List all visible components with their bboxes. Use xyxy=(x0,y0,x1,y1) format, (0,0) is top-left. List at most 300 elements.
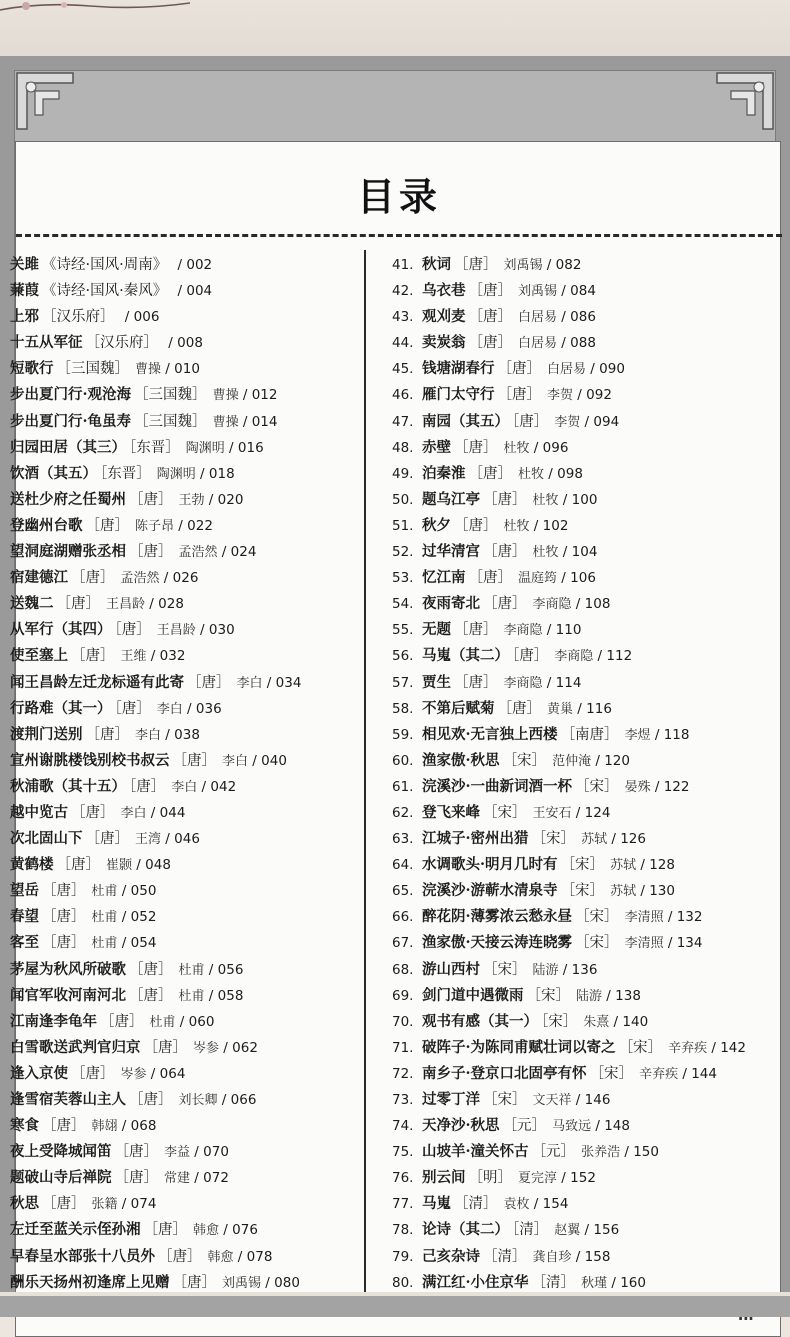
entry-page: 044 xyxy=(159,804,186,821)
toc-page xyxy=(10,141,781,1337)
entry-title: 闻王昌龄左迁龙标遥有此寄 xyxy=(10,673,184,691)
entry-number: 80. xyxy=(392,1274,414,1291)
toc-entry[interactable] xyxy=(10,513,360,539)
toc-entry[interactable] xyxy=(10,330,360,356)
toc-entry[interactable] xyxy=(392,1217,790,1243)
toc-entry[interactable] xyxy=(392,670,790,696)
entry-page-separator: / xyxy=(117,1196,131,1213)
entry-title: 渡荆门送别 xyxy=(10,725,83,743)
entry-author: 夏完淳 xyxy=(518,1171,558,1187)
entry-page: 036 xyxy=(195,700,222,717)
entry-page-separator: / xyxy=(580,413,594,430)
entry-dynasty: ［宋］ xyxy=(575,778,619,795)
entry-author: 孟浩然 xyxy=(120,571,160,587)
entry-number: 78. xyxy=(392,1222,414,1239)
entry-page: 008 xyxy=(177,335,203,352)
entry-title: 游山西村 xyxy=(422,960,480,978)
entry-number: 65. xyxy=(392,883,414,900)
entry-page: 130 xyxy=(649,883,675,900)
entry-page: 116 xyxy=(586,700,612,717)
entry-dynasty: ［唐］ xyxy=(158,1248,202,1265)
entry-dynasty: ［南唐］ xyxy=(560,726,619,743)
entry-author: 张籍 xyxy=(91,1197,118,1213)
toc-entry[interactable] xyxy=(392,1087,790,1113)
entry-author: 韩愈 xyxy=(207,1249,234,1265)
toc-entry[interactable] xyxy=(392,643,790,669)
toc-entry[interactable] xyxy=(392,617,790,643)
ornament-corner-icon xyxy=(697,69,777,149)
entry-dynasty: ［清］ xyxy=(483,1248,527,1265)
entry-title: 天净沙·秋思 xyxy=(422,1117,500,1135)
entry-title: 早春呈水部张十八员外 xyxy=(10,1247,155,1265)
entry-dynasty: ［宋］ xyxy=(618,1039,663,1056)
toc-entry[interactable] xyxy=(10,252,360,278)
entry-dynasty: ［唐］ xyxy=(454,674,498,691)
toc-right-column xyxy=(392,252,790,1296)
entry-page: 020 xyxy=(217,491,244,508)
toc-entry[interactable] xyxy=(392,539,790,565)
entry-page-separator: / xyxy=(238,387,252,404)
entry-title: 钱塘湖春行 xyxy=(422,360,495,378)
entry-dynasty: ［汉乐府］ xyxy=(85,335,158,352)
entry-number: 53. xyxy=(392,570,414,587)
entry-page-separator: / xyxy=(238,413,252,430)
toc-entry[interactable] xyxy=(392,330,790,356)
entry-title: 步出夏门行·观沧海 xyxy=(10,386,132,404)
entry-page-separator: / xyxy=(571,804,585,821)
entry-dynasty: ［东晋］ xyxy=(100,465,151,482)
entry-dynasty: ［三国魏］ xyxy=(134,387,207,404)
entry-title: 观刈麦 xyxy=(422,308,466,326)
entry-dynasty: ［唐］ xyxy=(85,831,129,848)
toc-entry[interactable] xyxy=(392,356,790,382)
toc-entry[interactable] xyxy=(392,1165,790,1191)
toc-entry[interactable] xyxy=(392,722,790,748)
toc-entry[interactable] xyxy=(10,591,360,617)
entry-number: 45. xyxy=(392,361,414,378)
entry-author: 韩翃 xyxy=(91,1119,118,1135)
entry-page-separator: / xyxy=(558,544,572,561)
toc-entry[interactable] xyxy=(392,304,790,330)
entry-dynasty: ［唐］ xyxy=(42,1118,86,1135)
entry-title: 登幽州台歌 xyxy=(10,516,83,534)
entry-page-separator: / xyxy=(161,726,175,743)
entry-number: 48. xyxy=(392,439,414,456)
entry-page: 156 xyxy=(593,1222,620,1239)
toc-entry[interactable] xyxy=(10,356,360,382)
entry-page: 094 xyxy=(593,413,620,430)
entry-dynasty: ［唐］ xyxy=(483,596,527,613)
entry-number: 54. xyxy=(392,596,414,613)
toc-entry[interactable] xyxy=(10,382,360,408)
entry-number: 63. xyxy=(392,831,414,848)
entry-title: 观书有感（其一） xyxy=(422,1012,538,1030)
entry-title: 步出夏门行·龟虽寿 xyxy=(10,412,132,430)
entry-author: 杜牧 xyxy=(503,518,530,534)
entry-dynasty: ［宋］ xyxy=(575,909,619,926)
entry-author: 白居易 xyxy=(547,362,587,378)
toc-entry[interactable] xyxy=(10,461,360,487)
entry-page-separator: / xyxy=(120,309,134,326)
entry-number: 47. xyxy=(392,413,414,430)
entry-page-separator: / xyxy=(146,1065,160,1082)
entry-page: 084 xyxy=(570,283,596,300)
entry-dynasty: ［唐］ xyxy=(56,596,100,613)
entry-dynasty: ［唐］ xyxy=(172,752,216,769)
toc-entry[interactable] xyxy=(10,304,360,330)
entry-page: 002 xyxy=(186,257,213,273)
entry-author: 陶渊明 xyxy=(185,440,225,456)
entry-page-separator: / xyxy=(591,1118,605,1135)
toc-entry[interactable] xyxy=(392,904,790,930)
toc-entry[interactable] xyxy=(10,800,360,826)
toc-entry[interactable] xyxy=(10,904,360,930)
entry-number: 50. xyxy=(392,491,414,508)
entry-dynasty: ［唐］ xyxy=(56,857,100,874)
toc-entry[interactable] xyxy=(10,617,360,643)
toc-entry[interactable] xyxy=(392,382,790,408)
toc-entry[interactable] xyxy=(10,1113,360,1139)
toc-entry[interactable] xyxy=(392,1009,790,1035)
entry-title: 南园（其五） xyxy=(422,412,509,430)
entry-dynasty: ［唐］ xyxy=(42,935,86,952)
entry-page: 086 xyxy=(570,309,596,326)
entry-dynasty: ［宋］ xyxy=(575,935,619,952)
entry-title: 闻官军收河南河北 xyxy=(10,986,126,1004)
entry-page: 062 xyxy=(232,1039,258,1056)
entry-dynasty: ［唐］ xyxy=(483,491,527,508)
entry-title: 上邪 xyxy=(10,308,39,326)
entry-author: 王昌龄 xyxy=(106,597,146,613)
entry-author: 王勃 xyxy=(178,492,205,508)
entry-dynasty: ［唐］ xyxy=(129,544,173,561)
entry-page: 058 xyxy=(217,987,244,1004)
toc-left-column xyxy=(10,252,360,1296)
entry-page-separator: / xyxy=(164,335,178,352)
entry-page-separator: / xyxy=(219,1222,233,1239)
entry-page-separator: / xyxy=(557,570,571,587)
entry-dynasty: ［宋］ xyxy=(483,804,527,821)
toc-entry[interactable] xyxy=(10,1061,360,1087)
toc-entry[interactable] xyxy=(10,1009,360,1035)
entry-dynasty: ［唐］ xyxy=(454,517,498,534)
entry-author: 王维 xyxy=(120,649,147,665)
entry-page: 074 xyxy=(130,1196,157,1213)
entry-page-separator: / xyxy=(571,596,585,613)
entry-author: 杜甫 xyxy=(149,1014,176,1030)
entry-title: 秋夕 xyxy=(422,516,451,534)
toc-entry[interactable] xyxy=(10,435,360,461)
entry-page: 046 xyxy=(174,831,200,848)
entry-title: 逢入京使 xyxy=(10,1064,68,1082)
entry-page: 078 xyxy=(246,1248,273,1265)
entry-dynasty: ［宋］ xyxy=(502,752,547,769)
toc-entry[interactable] xyxy=(392,278,790,304)
entry-title: 水调歌头·明月几时有 xyxy=(422,856,558,874)
toc-entry[interactable] xyxy=(392,957,790,983)
entry-author: 袁枚 xyxy=(503,1197,530,1213)
entry-title: 忆江南 xyxy=(422,569,466,587)
entry-number: 72. xyxy=(392,1065,414,1082)
entry-author: 陈子昂 xyxy=(135,518,175,534)
entry-page: 030 xyxy=(208,622,235,639)
entry-title: 相见欢·无言独上西楼 xyxy=(422,725,558,743)
toc-entry[interactable] xyxy=(10,957,360,983)
entry-author: 文天祥 xyxy=(532,1093,572,1108)
entry-title: 过华清宫 xyxy=(422,543,480,561)
entry-title: 蒹葭 xyxy=(10,282,39,300)
toc-entry[interactable] xyxy=(392,409,790,435)
toc-entry[interactable] xyxy=(10,487,360,513)
entry-page-separator: / xyxy=(146,648,160,665)
entry-author: 刘禹锡 xyxy=(503,258,543,273)
entry-page: 122 xyxy=(663,778,690,795)
toc-entry[interactable] xyxy=(392,1191,790,1217)
frame-border xyxy=(10,70,776,1291)
entry-title: 江城子·密州出猎 xyxy=(422,830,529,848)
toc-entry[interactable] xyxy=(392,983,790,1009)
entry-dynasty: ［唐］ xyxy=(42,909,86,926)
toc-entry[interactable] xyxy=(10,1035,360,1061)
entry-dynasty: ［唐］ xyxy=(129,491,173,508)
entry-page-separator: / xyxy=(173,257,187,273)
entry-author: 晏殊 xyxy=(624,779,651,795)
toc-entry[interactable] xyxy=(392,487,790,513)
entry-dynasty: ［唐］ xyxy=(468,309,512,326)
entry-author: 杜甫 xyxy=(91,884,118,900)
entry-author: 李白 xyxy=(120,805,147,821)
toc-entry[interactable] xyxy=(392,435,790,461)
entry-page-separator: / xyxy=(132,857,146,874)
entry-page-separator: / xyxy=(117,935,131,952)
entry-dynasty: ［清］ xyxy=(454,1196,498,1213)
entry-author: 李商隐 xyxy=(554,649,594,665)
toc-entry[interactable] xyxy=(392,878,790,904)
entry-dynasty: ［唐］ xyxy=(454,622,498,639)
entry-title: 酬乐天扬州初逢席上见赠 xyxy=(10,1273,170,1291)
entry-page: 124 xyxy=(584,804,611,821)
entry-dynasty: ［唐］ xyxy=(468,283,512,300)
toc-entry[interactable] xyxy=(392,565,790,591)
entry-title: 从军行（其四） xyxy=(10,621,112,639)
entry-title: 登飞来峰 xyxy=(422,803,480,821)
toc-entry[interactable] xyxy=(10,878,360,904)
entry-page-separator: / xyxy=(609,1013,623,1030)
entry-title: 望岳 xyxy=(10,882,39,900)
entry-page-separator: / xyxy=(117,883,131,900)
entry-author: 白居易 xyxy=(518,336,558,352)
toc-entry[interactable] xyxy=(392,930,790,956)
entry-page: 120 xyxy=(604,752,630,769)
entry-title: 使至塞上 xyxy=(10,647,68,665)
entry-page: 064 xyxy=(159,1065,186,1082)
toc-entry[interactable] xyxy=(392,1061,790,1087)
entry-page: 108 xyxy=(584,596,611,613)
entry-title: 左迁至蓝关示侄孙湘 xyxy=(10,1221,141,1239)
entry-author: 刘禹锡 xyxy=(518,284,558,300)
entry-author: 朱熹 xyxy=(583,1014,610,1030)
entry-page: 014 xyxy=(251,413,278,430)
entry-page: 072 xyxy=(203,1170,229,1187)
entry-page-separator: / xyxy=(190,1170,204,1187)
entry-number: 67. xyxy=(392,935,414,952)
entry-author: 龚自珍 xyxy=(532,1249,572,1265)
entry-dynasty: ［唐］ xyxy=(129,778,166,795)
entry-page-separator: / xyxy=(586,361,600,378)
toc-entry[interactable] xyxy=(392,696,790,722)
entry-dynasty: ［唐］ xyxy=(172,1274,216,1291)
entry-title: 雁门太守行 xyxy=(422,386,495,404)
toc-entry[interactable] xyxy=(10,1087,360,1113)
entry-page-separator: / xyxy=(591,752,605,769)
entry-page-separator: / xyxy=(117,909,131,926)
entry-number: 55. xyxy=(392,622,414,639)
entry-page: 152 xyxy=(570,1170,596,1187)
entry-page-separator: / xyxy=(602,987,616,1004)
entry-dynasty: ［唐］ xyxy=(468,570,512,587)
entry-title: 春望 xyxy=(10,908,39,926)
entry-page-separator: / xyxy=(529,439,543,456)
entry-dynasty: ［唐］ xyxy=(114,622,151,639)
entry-page-separator: / xyxy=(182,700,196,717)
entry-page: 042 xyxy=(210,778,237,795)
entry-page: 024 xyxy=(230,544,257,561)
entry-title: 送杜少府之任蜀州 xyxy=(10,490,126,508)
entry-page-separator: / xyxy=(159,570,173,587)
entry-author: 岑参 xyxy=(120,1066,147,1082)
toc-entry[interactable] xyxy=(10,1191,360,1217)
entry-page-separator: / xyxy=(217,1092,231,1108)
entry-title: 秋浦歌（其十五） xyxy=(10,777,126,795)
entry-title: 无题 xyxy=(422,621,451,639)
toc-entry[interactable] xyxy=(392,513,790,539)
entry-page: 028 xyxy=(158,596,184,613)
entry-title: 越中览古 xyxy=(10,803,68,821)
entry-dynasty: ［元］ xyxy=(531,1144,576,1161)
entry-page: 160 xyxy=(620,1274,646,1291)
entry-dynasty: 《诗经·国风·周南》 xyxy=(42,257,168,273)
toc-entry[interactable] xyxy=(10,722,360,748)
toc-entry[interactable] xyxy=(10,696,360,722)
entry-author: 辛弃疾 xyxy=(668,1040,708,1056)
entry-author: 岑参 xyxy=(193,1040,220,1056)
entry-title: 望洞庭湖赠张丞相 xyxy=(10,543,126,561)
entry-page: 012 xyxy=(251,387,278,404)
toc-entry[interactable] xyxy=(10,1165,360,1191)
entry-page-separator: / xyxy=(529,1196,543,1213)
entry-title: 送魏二 xyxy=(10,595,54,613)
entry-page-separator: / xyxy=(663,909,677,926)
entry-title: 渔家傲·秋思 xyxy=(422,751,500,769)
toc-entry[interactable] xyxy=(10,670,360,696)
entry-number: 59. xyxy=(392,726,414,743)
entry-author: 李商隐 xyxy=(532,597,572,613)
entry-page: 098 xyxy=(557,465,583,482)
toc-entry[interactable] xyxy=(10,1217,360,1243)
entry-number: 51. xyxy=(392,517,414,534)
entry-dynasty: ［东晋］ xyxy=(129,439,180,456)
entry-author: 曹操 xyxy=(212,388,239,404)
entry-page-separator: / xyxy=(542,674,556,691)
entry-author: 苏轼 xyxy=(610,884,637,900)
entry-author: 陶渊明 xyxy=(156,466,196,482)
entry-author: 常建 xyxy=(164,1171,191,1187)
toc-entry[interactable] xyxy=(392,1113,790,1139)
toc-entry[interactable] xyxy=(10,930,360,956)
toc-entry[interactable] xyxy=(10,1139,360,1165)
entry-title: 归园田居（其三） xyxy=(10,438,126,456)
entry-page: 060 xyxy=(188,1013,215,1030)
entry-page: 032 xyxy=(159,648,186,665)
toc-entry[interactable] xyxy=(10,774,360,800)
toc-entry[interactable] xyxy=(10,278,360,304)
entry-number: 60. xyxy=(392,752,414,769)
toc-entry[interactable] xyxy=(392,774,790,800)
entry-page: 146 xyxy=(584,1092,611,1108)
toc-entry[interactable] xyxy=(392,852,790,878)
toc-entry[interactable] xyxy=(392,748,790,774)
toc-entry[interactable] xyxy=(392,591,790,617)
toc-entry[interactable] xyxy=(10,748,360,774)
toc-entry[interactable] xyxy=(392,252,790,278)
toc-entry[interactable] xyxy=(10,983,360,1009)
toc-entry[interactable] xyxy=(10,643,360,669)
entry-number: 75. xyxy=(392,1144,414,1161)
entry-number: 74. xyxy=(392,1118,414,1135)
entry-dynasty: ［唐］ xyxy=(100,1013,144,1030)
entry-dynasty: ［唐］ xyxy=(85,517,129,534)
toc-entry[interactable] xyxy=(392,1035,790,1061)
toc-entry[interactable] xyxy=(10,826,360,852)
entry-author: 辛弃疾 xyxy=(639,1066,679,1082)
entry-page: 092 xyxy=(586,387,612,404)
entry-dynasty: ［唐］ xyxy=(454,439,498,456)
entry-author: 赵翼 xyxy=(554,1223,581,1239)
entry-page-separator: / xyxy=(261,1274,275,1291)
entry-dynasty: ［宋］ xyxy=(531,831,576,848)
toc-entry[interactable] xyxy=(10,565,360,591)
toc-entry[interactable] xyxy=(392,461,790,487)
entry-author: 白居易 xyxy=(518,310,558,326)
entry-page: 132 xyxy=(676,909,703,926)
entry-dynasty: ［三国魏］ xyxy=(134,413,207,430)
entry-title: 茅屋为秋风所破歌 xyxy=(10,960,126,978)
entry-title: 题破山寺后禅院 xyxy=(10,1169,112,1187)
entry-page: 148 xyxy=(604,1118,630,1135)
entry-dynasty: ［唐］ xyxy=(71,804,115,821)
toc-entry[interactable] xyxy=(392,800,790,826)
entry-page-separator: / xyxy=(558,961,572,978)
toc-entry[interactable] xyxy=(392,1244,790,1270)
entry-title: 马嵬（其二） xyxy=(422,647,509,665)
entry-title: 逢雪宿芙蓉山主人 xyxy=(10,1091,126,1108)
entry-title: 己亥杂诗 xyxy=(422,1247,480,1265)
toc-entry[interactable] xyxy=(10,409,360,435)
entry-page: 066 xyxy=(230,1092,257,1108)
toc-entry[interactable] xyxy=(10,539,360,565)
entry-author: 曹操 xyxy=(212,414,239,430)
entry-page: 142 xyxy=(720,1039,746,1056)
entry-page-separator: / xyxy=(650,778,664,795)
toc-entry[interactable] xyxy=(10,852,360,878)
entry-page: 106 xyxy=(570,570,596,587)
toc-entry[interactable] xyxy=(392,826,790,852)
toc-entry[interactable] xyxy=(392,1139,790,1165)
toc-entry[interactable] xyxy=(10,1244,360,1270)
entry-page: 070 xyxy=(203,1144,229,1161)
entry-author: 韩愈 xyxy=(193,1223,220,1239)
entry-author: 李白 xyxy=(236,675,263,691)
